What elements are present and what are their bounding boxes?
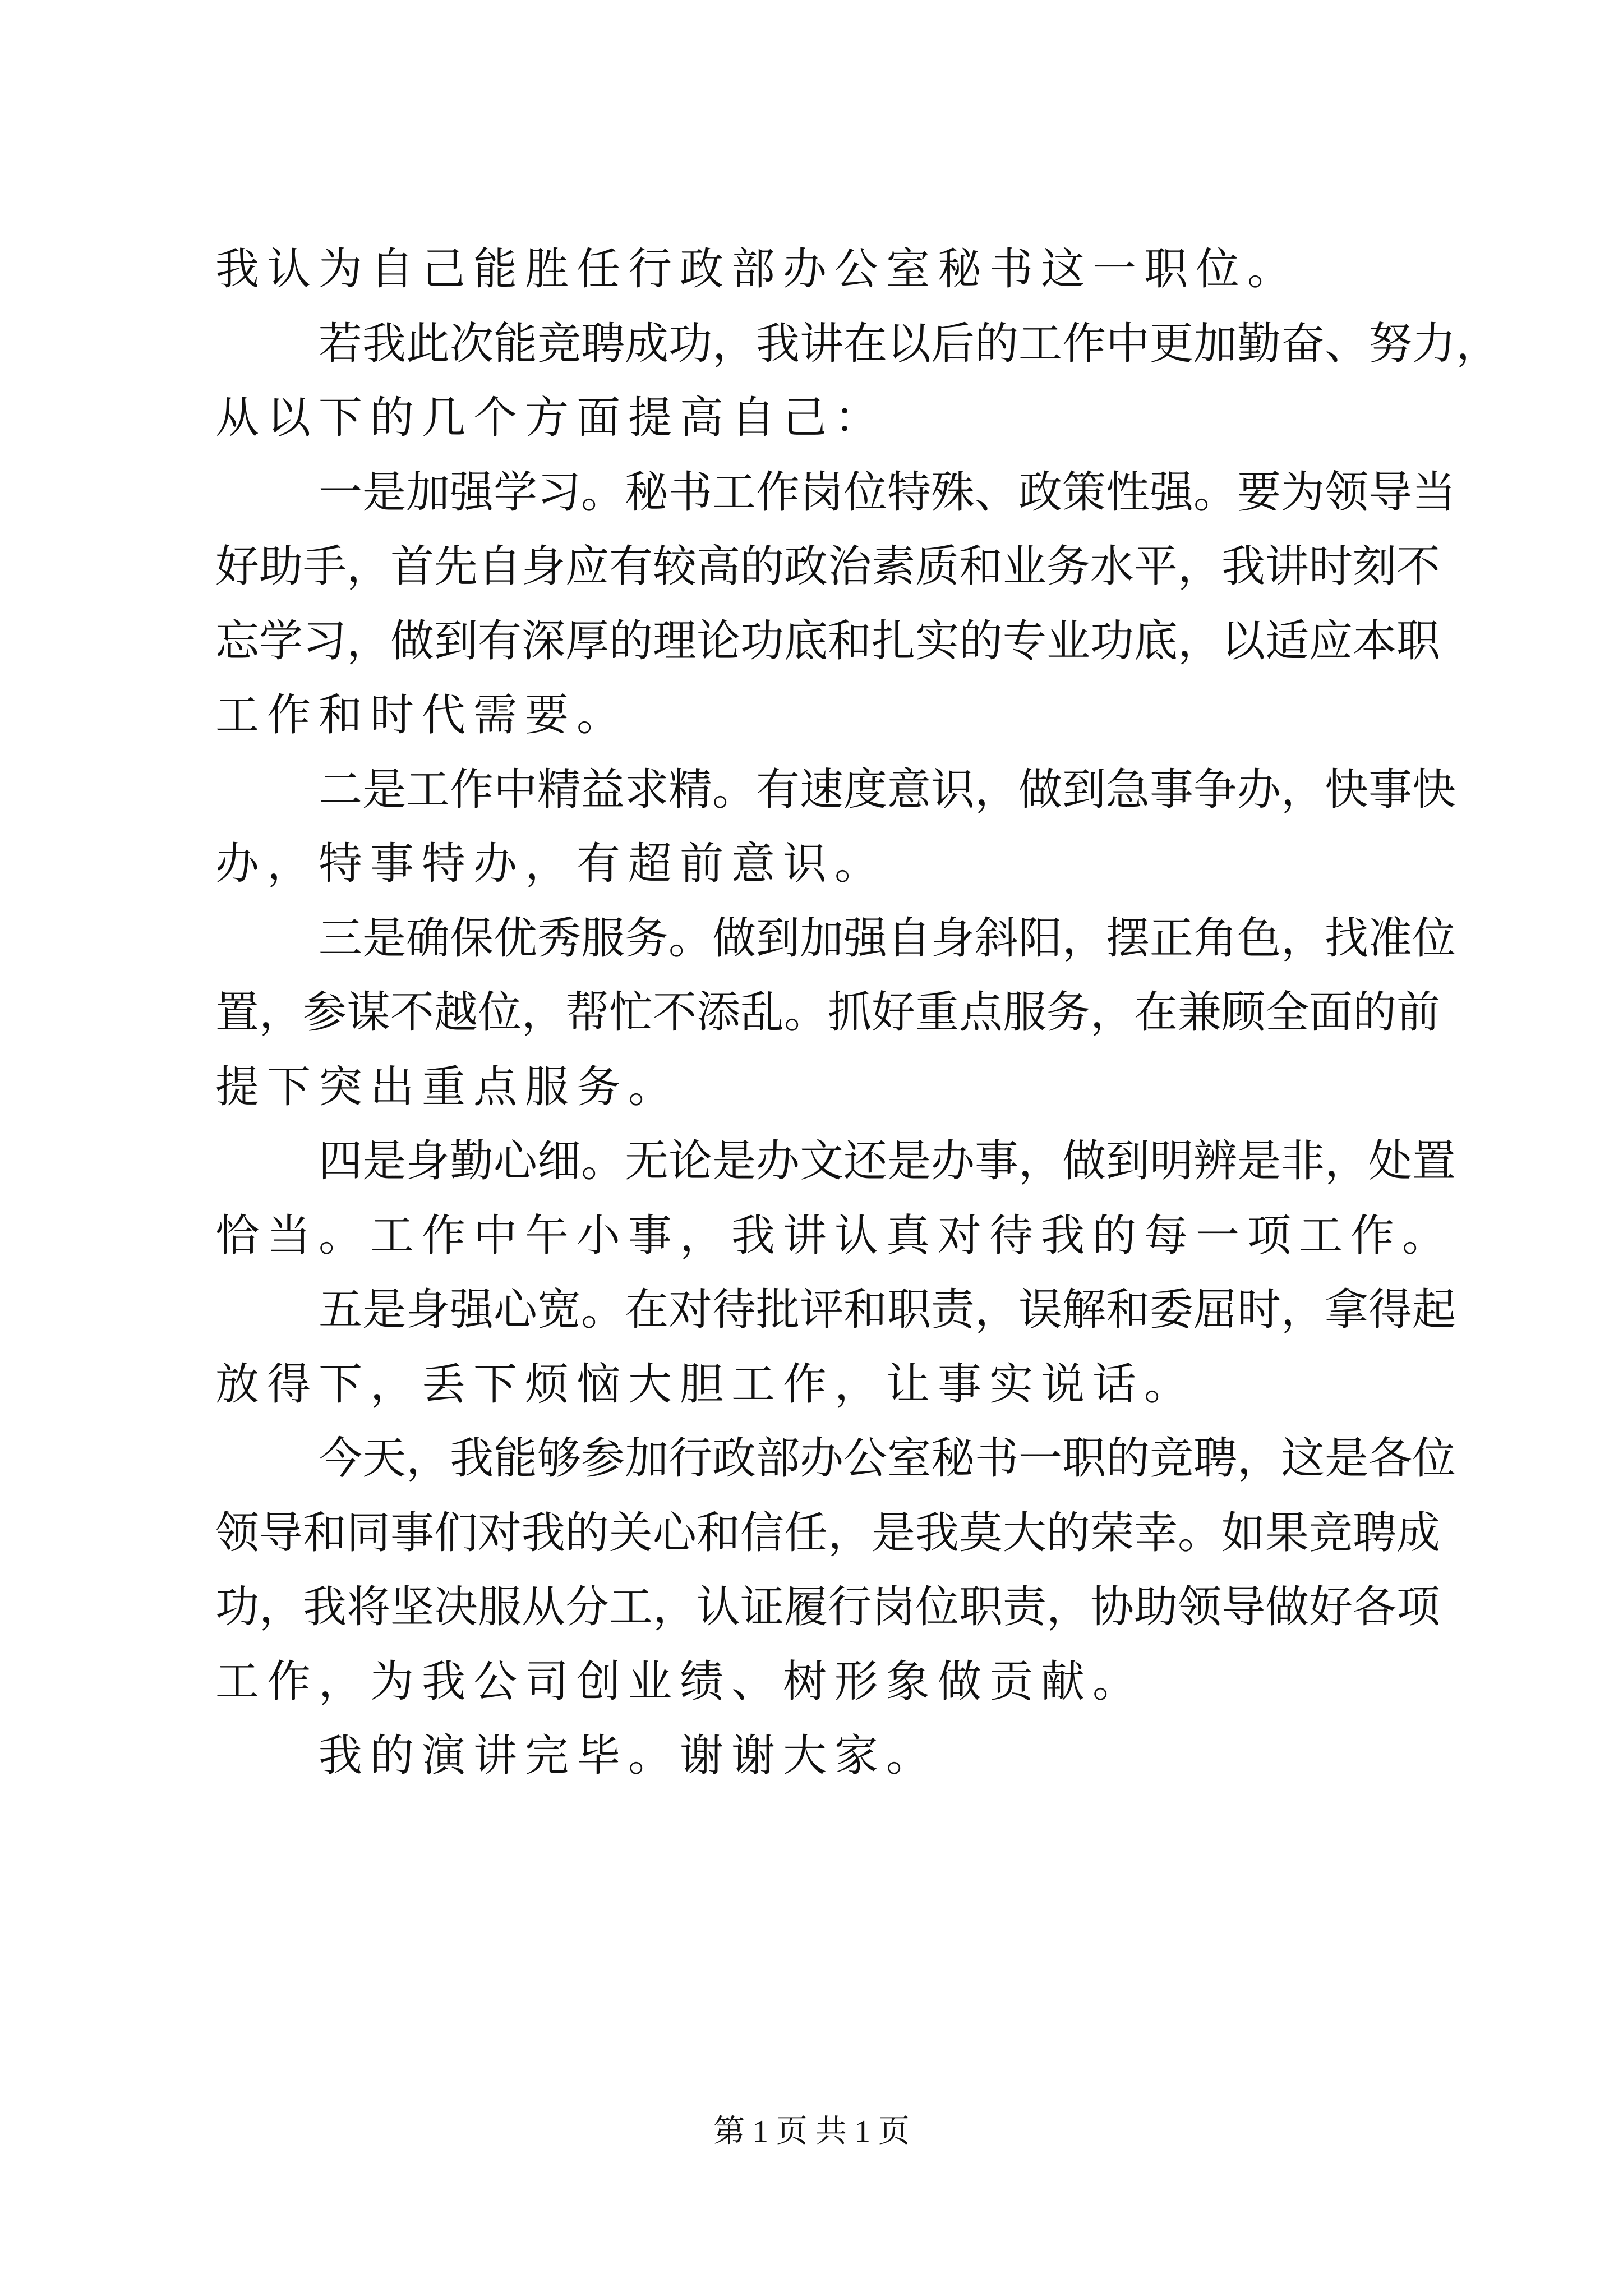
text-line: 从以下的几个方面提高自己： — [215, 393, 887, 443]
text-line: 二是工作中精益求精。有速度意识，做到急事争办，快事快 — [319, 764, 1456, 815]
text-line: 工作，为我公司创业绩、树形象做贡献。 — [215, 1656, 1145, 1707]
text-line: 功，我将坚决服从分工，认证履行岗位职责，协助领导做好各项 — [215, 1582, 1441, 1632]
text-line: 好助手，首先自身应有较高的政治素质和业务水平，我讲时刻不 — [215, 541, 1441, 592]
text-line: 放得下，丢下烦恼大胆工作，让事实说话。 — [215, 1359, 1196, 1410]
page-footer: 第 1 页 共 1 页 — [713, 2114, 910, 2149]
text-line: 一是加强学习。秘书工作岗位特殊、政策性强。要为领导当 — [319, 467, 1456, 518]
text-line: 恰当。工作中午小事，我讲认真对待我的每一项工作。 — [215, 1210, 1454, 1261]
text-line: 三是确保优秀服务。做到加强自身斜阳，摆正角色，找准位 — [319, 913, 1456, 964]
text-line: 今天，我能够参加行政部办公室秘书一职的竞聘，这是各位 — [319, 1433, 1456, 1484]
text-line: 五是身强心宽。在对待批评和职责，误解和委屈时，拿得起 — [319, 1285, 1456, 1335]
text-line: 四是身勤心细。无论是办文还是办事，做到明辨是非，处置 — [319, 1136, 1456, 1186]
text-line: 置，参谋不越位，帮忙不添乱。抓好重点服务，在兼顾全面的前 — [215, 987, 1441, 1038]
text-line: 忘学习，做到有深厚的理论功底和扎实的专业功底，以适应本职 — [215, 615, 1441, 666]
text-line: 领导和同事们对我的关心和信任，是我莫大的荣幸。如果竞聘成 — [215, 1507, 1441, 1558]
text-line: 提下突出重点服务。 — [215, 1061, 680, 1112]
text-line: 我认为自己能胜任行政部办公室秘书这一职位。 — [215, 244, 1299, 295]
text-line: 我的演讲完毕。谢谢大家。 — [319, 1731, 938, 1781]
text-line: 若我此次能竞聘成功，我讲在以后的工作中更加勤奋、努力， — [319, 318, 1500, 369]
text-line: 办，特事特办，有超前意识。 — [215, 839, 887, 889]
text-line: 工作和时代需要。 — [215, 690, 629, 740]
